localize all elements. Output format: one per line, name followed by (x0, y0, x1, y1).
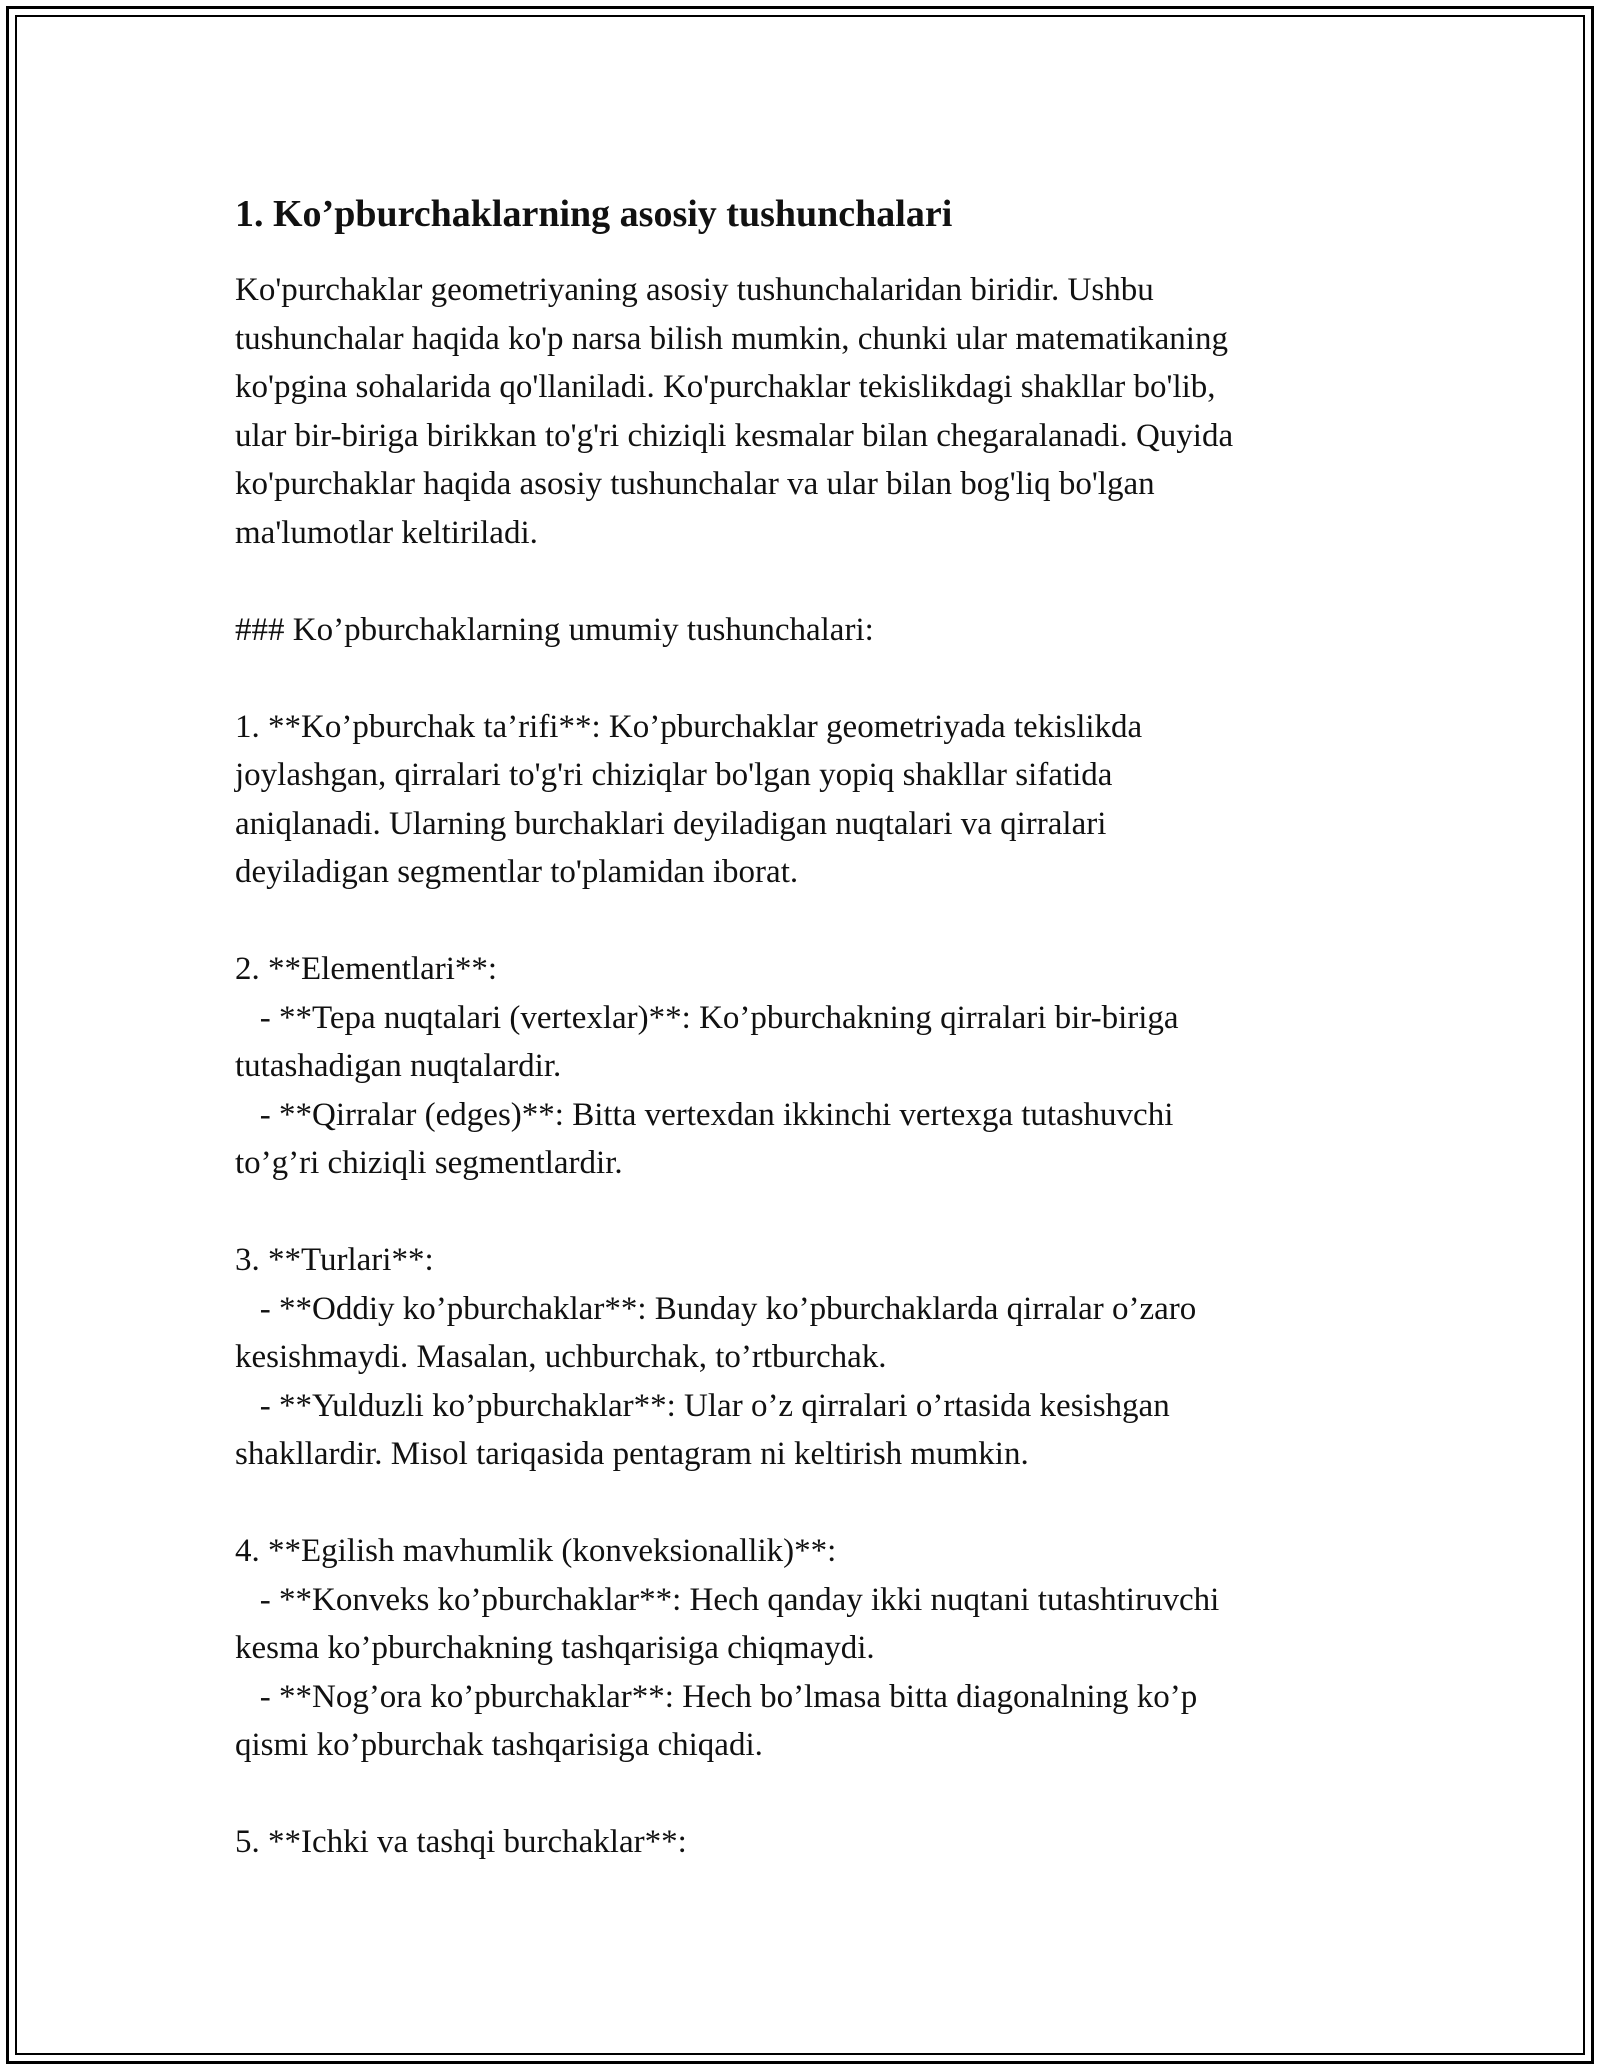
section-angles: 5. **Ichki va tashqi burchaklar**: (235, 1824, 687, 1860)
document-page (235, 188, 1385, 1867)
spacer (235, 654, 1385, 703)
section-types: 3. **Turlari**: - **Oddiy ko’pburchaklar**: Bunday ko’pburchaklarda qirralar o’zaro kesishmaydi. Masalan, uchburchak, to’rtburchak. - **Yulduzli ko’pburchaklar**: Ular o’z qirralari o’rtasida kesishgan shakllardir. Misol tariqasida pentagram ni keltirish mumkin. (235, 1242, 1197, 1472)
document-title: 1. Ko’pburchaklarning asosiy tushunchalari (235, 193, 953, 235)
section-definition: 1. **Ko’pburchak ta’rifi**: Ko’pburchaklar geometriyada tekislikda joylashgan, qirralari to'g'ri chiziqlar bo'lgan yopiq shakllar sifatida aniqlanadi. Ularning burchaklari deyiladigan nuqtalari va qirralari deyiladigan segmentlar to'plamidan iborat. (235, 708, 1143, 890)
spacer (235, 557, 1385, 606)
spacer (235, 1188, 1385, 1237)
spacer (235, 897, 1385, 946)
spacer (235, 1770, 1385, 1819)
spacer (235, 1479, 1385, 1528)
subheading: ### Ko’pburchaklarning umumiy tushunchalari: (235, 611, 874, 648)
section-convexity: 4. **Egilish mavhumlik (konveksionallik)**: - **Konveks ko’pburchaklar**: Hech qanday ikki nuqtani tutashtiruvchi kesma ko’pburchakning tashqarisiga chiqmaydi. - **Nog’ora ko’pburchaklar**: Hech bo’lmasa bitta diagonalning ko’p qismi ko’pburchak tashqarisiga chiqadi. (235, 1533, 1220, 1763)
intro-paragraph: Ko'purchaklar geometriyaning asosiy tushunchalaridan biridir. Ushbu tushunchalar haqida ko'p narsa bilish mumkin, chunki ular matematikaning ko'pgina sohalarida qo'llaniladi. Ko'purchaklar tekislikdagi shakllar bo'lib, ular bir-biriga birikkan to'g'ri chiziqli kesmalar bilan chegaralanadi. Quyida ko'purchaklar haqida asosiy tushunchalar va ular bilan bog'liq bo'lgan ma'lumotlar keltiriladi. (235, 272, 1234, 551)
section-elements: 2. **Elementlari**: - **Tepa nuqtalari (vertexlar)**: Ko’pburchakning qirralari bir-biriga tutashadigan nuqtalardir. - **Qirralar (edges)**: Bitta vertexdan ikkinchi vertexga tutashuvchi to’g’ri chiziqli segmentlardir. (235, 951, 1179, 1181)
